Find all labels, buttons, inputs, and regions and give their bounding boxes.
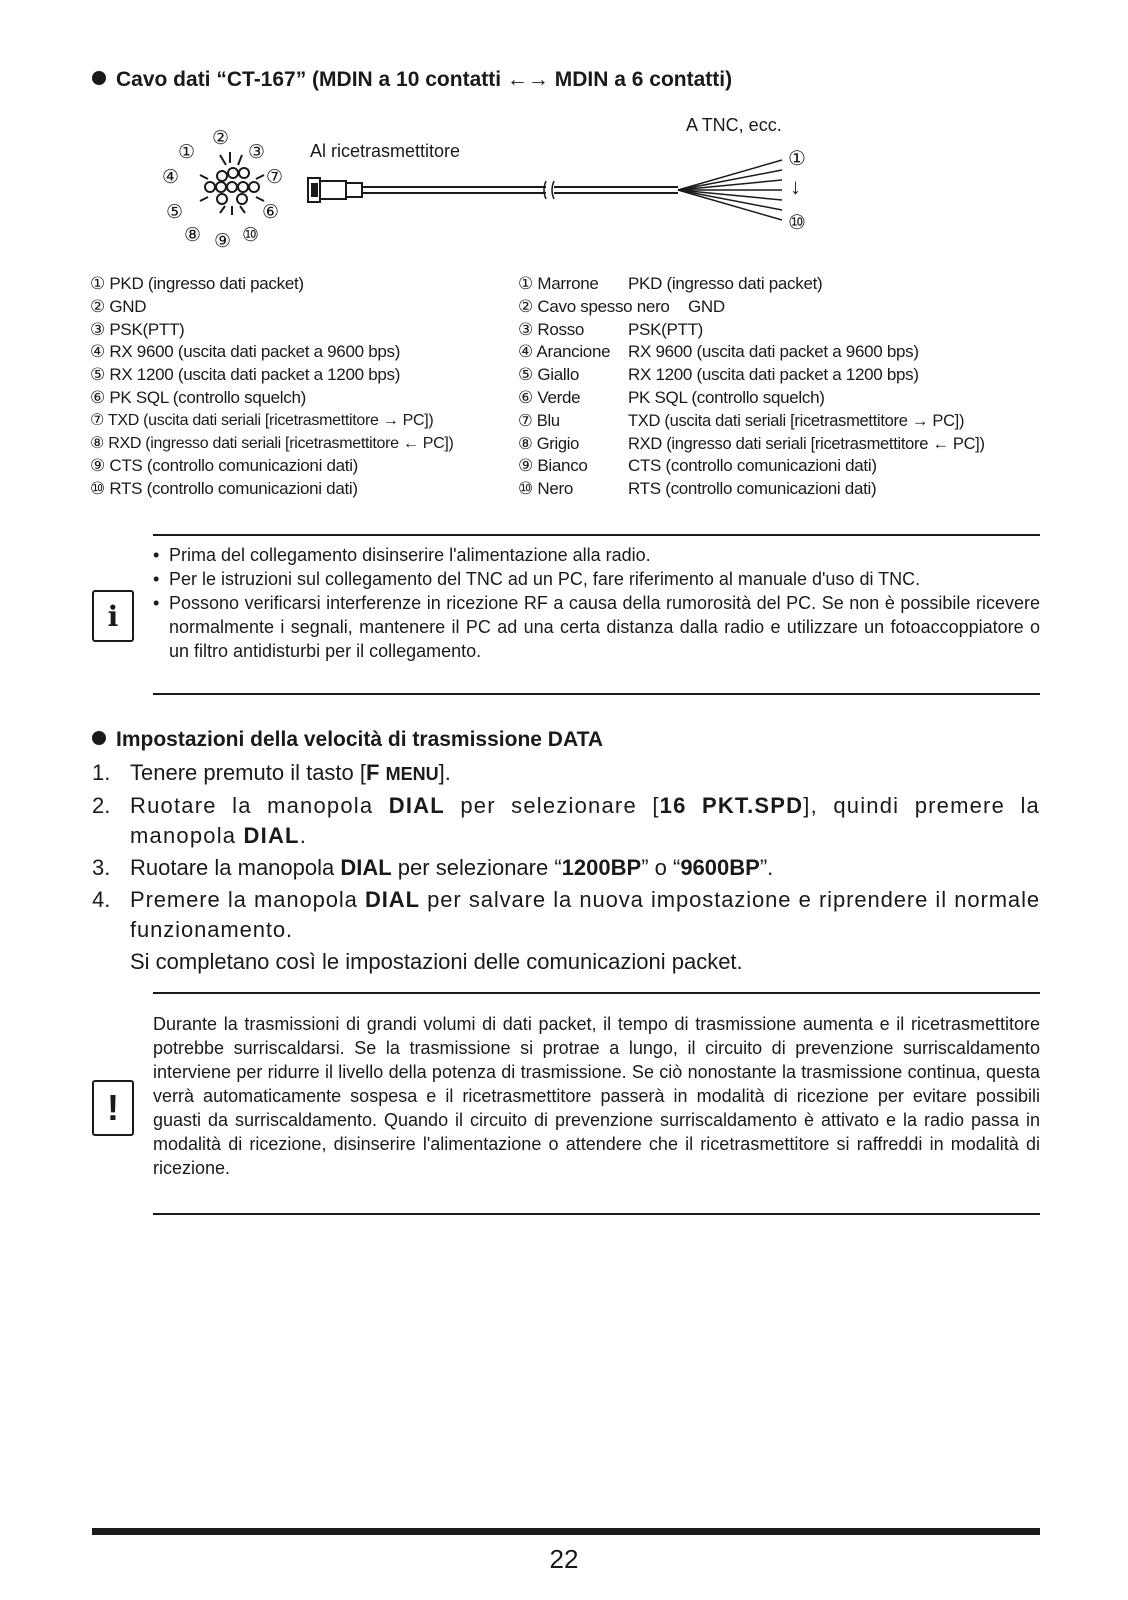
step-4: 4. Premere la manopola DIAL per salvare la nuova impostazione e riprendere il normale funzionamento. <box>92 885 1040 945</box>
wire-signal: CTS (controllo comunicazioni dati) <box>628 456 877 476</box>
list-item: ⑨ CTS (controllo comunicazioni dati) <box>90 456 359 476</box>
step-number: 2. <box>92 793 111 818</box>
wire-signal: GND <box>688 296 725 316</box>
pin-label: ② <box>212 128 230 149</box>
pin-label: ⑤ <box>166 202 184 223</box>
wire-color: ④ Arancione <box>518 342 611 362</box>
list-item <box>518 341 1043 364</box>
pin-label: ⑩ <box>242 225 260 246</box>
bullet-dot-icon <box>92 71 106 85</box>
list-item <box>518 410 1043 433</box>
wire-signal: PKD (ingresso dati packet) <box>628 274 823 293</box>
list-item <box>518 433 1043 456</box>
divider <box>153 534 1040 536</box>
wire-label-last: ⑩ <box>788 212 806 234</box>
page-number: 22 <box>549 1544 579 1574</box>
label-to-tnc: A TNC, ecc. <box>686 115 782 135</box>
down-arrow-icon: ↓ <box>790 174 801 199</box>
list-item <box>518 296 1043 319</box>
wire-color: ① Marrone <box>518 274 599 293</box>
pin-label: ⑦ <box>266 167 284 188</box>
footer-rule <box>92 1528 1040 1535</box>
section-title-text: Impostazioni della velocità di trasmissione DATA <box>116 728 603 751</box>
section-title-text: Cavo dati “CT-167” (MDIN a 10 contatti ←→ MDIN a 6 contatti) <box>116 68 733 91</box>
list-item: • Possono verificarsi interferenze in ricezione RF a causa della rumorosità del PC. Se non è possibile ricevere normalmente i segnali, mantenere il PC ad una certa distanza dalla radio e utilizzare un fotoaccoppiatore o un filtro antidisturbi per il collegamento. <box>153 593 1040 661</box>
mdin-plug <box>308 178 362 202</box>
pin-label: ④ <box>162 167 180 188</box>
pin-label: ① <box>178 142 196 163</box>
step-number: 1. <box>92 760 111 785</box>
pin-list-left <box>90 273 515 501</box>
list-item <box>518 273 1043 296</box>
wire-signal: TXD (uscita dati seriali [ricetrasmettitore → PC]) <box>628 411 965 430</box>
wire-color: ② Cavo spesso nero <box>518 296 670 316</box>
info-icon: i <box>92 590 134 642</box>
list-item <box>518 319 1043 342</box>
wire-color: ⑦ Blu <box>518 411 560 430</box>
wire-signal: RX 1200 (uscita dati packet a 1200 bps) <box>628 365 919 385</box>
list-item <box>518 478 1043 501</box>
list-item: ⑥ PK SQL (controllo squelch) <box>90 387 306 407</box>
list-item: ③ PSK(PTT) <box>90 319 185 339</box>
list-item: ② GND <box>90 296 147 316</box>
warning-icon: ! <box>92 1080 134 1136</box>
divider <box>153 693 1040 695</box>
wire-signal: PSK(PTT) <box>628 319 704 339</box>
list-item: ④ RX 9600 (uscita dati packet a 9600 bps) <box>90 342 401 362</box>
info-note <box>153 543 1040 663</box>
pin-list-right <box>518 273 1043 501</box>
list-item <box>518 455 1043 478</box>
step-3: 3. Ruotare la manopola DIAL per selezionare “1200BP” o “9600BP”. <box>92 853 1040 883</box>
wire-color: ③ Rosso <box>518 319 585 339</box>
step-4-extra: Si completano così le impostazioni delle comunicazioni packet. <box>130 949 743 974</box>
list-item: ⑧ RXD (ingresso dati seriali [ricetrasmettitore ← PC]) <box>90 434 454 452</box>
wire-fanout <box>678 160 782 220</box>
list-item: ⑦ TXD (uscita dati seriali [ricetrasmettitore → PC]) <box>90 411 434 429</box>
step-2: 2. Ruotare la manopola DIAL per selezionare [16 PKT.SPD], quindi premere la manopola DIAL. <box>92 791 1040 851</box>
cable-diagram-svg <box>160 115 840 265</box>
step-number: 3. <box>92 855 111 880</box>
wire-color: ⑤ Giallo <box>518 365 580 385</box>
wire-signal: RX 9600 (uscita dati packet a 9600 bps) <box>628 342 919 362</box>
pin-label: ⑧ <box>184 225 202 246</box>
divider <box>153 1213 1040 1215</box>
warning-note: Durante la trasmissioni di grandi volumi di dati packet, il tempo di trasmissione aumenta e il ricetrasmettitore potrebbe surriscaldarsi. Se la trasmissione si protrae a lungo, il circuito di prevenzione surriscaldamento interviene per ridurre il livello della potenza di trasmissione. Se ciò nonostante la trasmissione continua, questa verrà automaticamente sospesa e il ricetrasmettitore passerà in modalità di ricezione per evitare possibili guasti da surriscaldamento. Quando il circuito di prevenzione surriscaldamento è attivato e la radio passa in modalità di ricezione, disinserire l'alimentazione o attendere che il ricetrasmettitore si raffreddi in modalità di ricezione. <box>153 1014 1040 1178</box>
list-item <box>518 364 1043 387</box>
step-number: 4. <box>92 887 111 912</box>
list-item: • Per le istruzioni sul collegamento del TNC ad un PC, fare riferimento al manuale d'uso di TNC. <box>153 569 921 589</box>
list-item: ⑩ RTS (controllo comunicazioni dati) <box>90 479 358 499</box>
list-item: ① PKD (ingresso dati packet) <box>90 274 304 293</box>
steps-list <box>92 758 1040 979</box>
cable-diagram <box>160 115 840 265</box>
pin-label: ③ <box>248 142 266 163</box>
divider <box>153 992 1040 994</box>
section-title-data-speed <box>92 728 603 752</box>
wire-label-first: ① <box>788 148 806 170</box>
step-1: 1. Tenere premuto il tasto [F MENU]. <box>92 758 1040 789</box>
wire-signal: PK SQL (controllo squelch) <box>628 387 825 407</box>
label-to-radio: Al ricetrasmettitore <box>310 141 461 161</box>
list-item: ⑤ RX 1200 (uscita dati packet a 1200 bps) <box>90 365 401 385</box>
wire-color: ⑥ Verde <box>518 387 581 407</box>
wire-color: ⑧ Grigio <box>518 434 579 453</box>
bullet-dot-icon <box>92 731 106 745</box>
list-item <box>518 387 1043 410</box>
wire-signal: RXD (ingresso dati seriali [ricetrasmettitore ← PC]) <box>628 434 985 453</box>
section-title-cable <box>92 68 732 92</box>
pin-label: ⑨ <box>214 231 232 252</box>
list-item: • Prima del collegamento disinserire l'alimentazione alla radio. <box>153 545 651 565</box>
wire-signal: RTS (controllo comunicazioni dati) <box>628 479 877 499</box>
pin-label: ⑥ <box>262 202 280 223</box>
wire-color: ⑨ Bianco <box>518 456 588 476</box>
wire-color: ⑩ Nero <box>518 479 574 499</box>
